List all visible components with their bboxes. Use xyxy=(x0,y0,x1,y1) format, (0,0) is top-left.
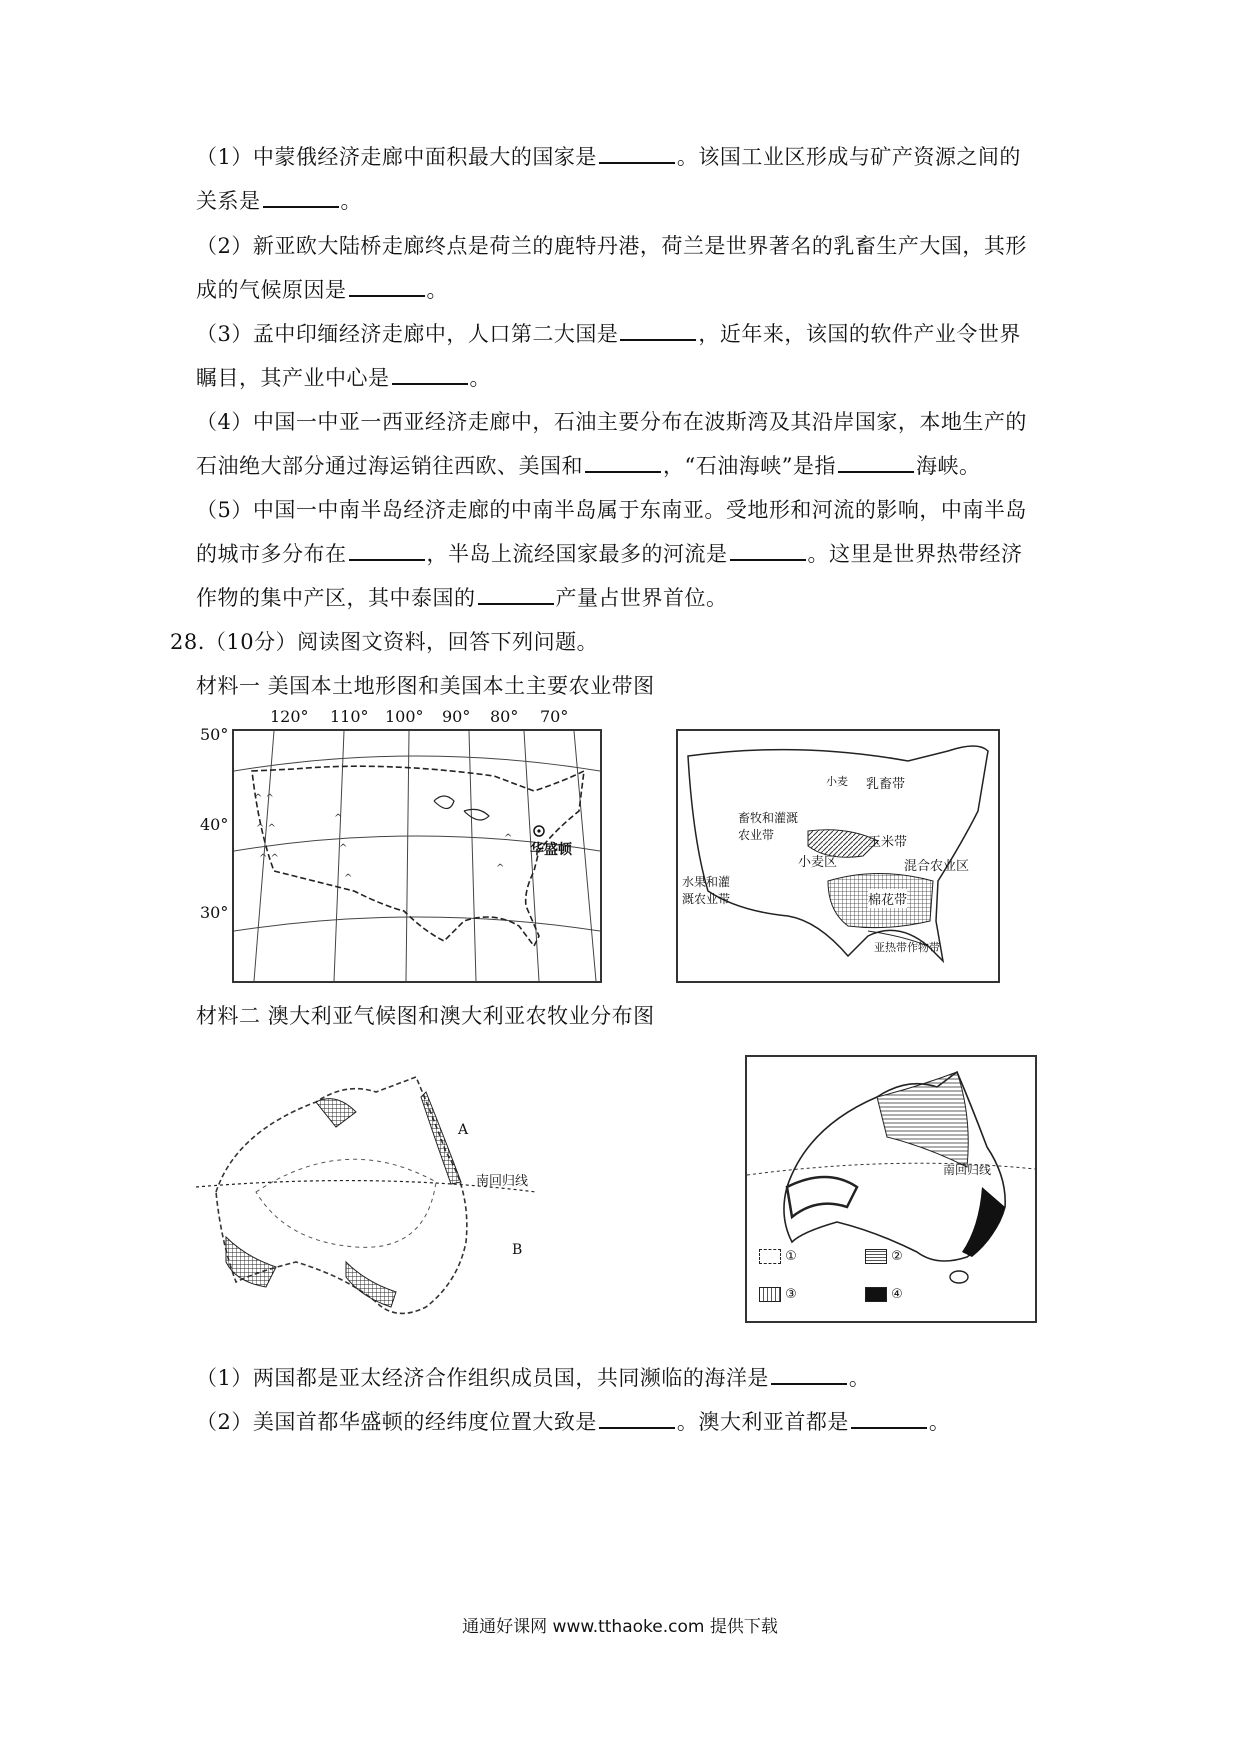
q27-p2-line2 xyxy=(196,275,448,305)
au-climate-map xyxy=(196,1072,566,1342)
q27-p3-line1 xyxy=(196,319,1021,349)
material2-caption: 材料二 澳大利亚气候图和澳大利亚农牧业分布图 xyxy=(196,1004,655,1028)
q27-p1-line2 xyxy=(196,186,362,216)
legend-swatch xyxy=(865,1287,887,1302)
q28-heading: 28.（10分）阅读图文资料，回答下列问题。 xyxy=(170,630,599,654)
page-footer: 通通好课网 www.tthaoke.com 提供下载 xyxy=(462,1617,778,1637)
legend-3 xyxy=(759,1287,797,1302)
q27-p1-text-b: 。该国工业区形成与矿产资源之间的 xyxy=(676,145,1021,169)
lon-label: 70° xyxy=(540,707,569,726)
tropic-label: 南回归线 xyxy=(943,1163,992,1177)
material1-caption: 材料一 美国本土地形图和美国本土主要农业带图 xyxy=(196,674,655,698)
q27-p5-text-b: 的城市多分布在 xyxy=(196,542,347,566)
belt-ranching: 畜牧和灌溉农业带 xyxy=(738,811,799,842)
answer-blank[interactable] xyxy=(478,583,554,605)
q28-q2-text-a: （2）美国首都华盛顿的经纬度位置大致是 xyxy=(196,1410,597,1434)
answer-blank[interactable] xyxy=(730,539,806,561)
legend-2 xyxy=(865,1249,903,1264)
answer-blank[interactable] xyxy=(392,363,468,385)
label-B: B xyxy=(512,1242,523,1258)
us-topo-frame xyxy=(232,729,602,983)
q27-p4-text-c: ，“石油海峡”是指 xyxy=(663,454,836,478)
lat-label: 30° xyxy=(200,903,229,922)
q27-p5-text-a: （5）中国一中南半岛经济走廊的中南半岛属于东南亚。受地形和河流的影响，中南半岛 xyxy=(196,498,1027,522)
svg-text:^ ^: ^ ^ xyxy=(256,823,276,834)
q27-p4-text-d: 海峡。 xyxy=(915,454,981,478)
answer-blank[interactable] xyxy=(838,451,914,473)
belt-dairy: 乳畜带 xyxy=(866,777,906,792)
answer-blank[interactable] xyxy=(349,275,425,297)
q27-p4-line2 xyxy=(196,451,980,481)
label-A: A xyxy=(458,1122,469,1138)
belt-fruit: 水果和灌溉农业带 xyxy=(682,875,731,906)
answer-blank[interactable] xyxy=(263,186,339,208)
svg-text:^ ^: ^ ^ xyxy=(254,793,274,804)
lon-label: 80° xyxy=(490,707,519,726)
legend-1-label: ① xyxy=(785,1249,797,1264)
lon-label: 110° xyxy=(330,707,369,726)
legend-4-label: ④ xyxy=(891,1287,903,1302)
answer-blank[interactable] xyxy=(851,1407,927,1429)
q28-q2 xyxy=(196,1407,950,1437)
answer-blank[interactable] xyxy=(349,539,425,561)
svg-text:^: ^ xyxy=(344,873,353,884)
q28-q2-text-b: 。澳大利亚首都是 xyxy=(676,1410,849,1434)
answer-blank[interactable] xyxy=(585,451,661,473)
belt-mixed: 混合农业区 xyxy=(904,859,970,874)
q27-p5-text-f: 产量占世界首位。 xyxy=(555,586,728,610)
belt-wheat-north: 小麦 xyxy=(826,775,848,788)
lat-label: 40° xyxy=(200,815,229,834)
svg-text:^: ^ xyxy=(504,833,513,844)
belt-cotton: 棉花带 xyxy=(868,889,907,908)
lon-label: 120° xyxy=(270,707,309,726)
us-agri-map xyxy=(676,729,1000,983)
q27-p3-line2 xyxy=(196,363,491,393)
au-agri-map xyxy=(745,1055,1037,1323)
q27-p1-text-a: （1）中蒙俄经济走廊中面积最大的国家是 xyxy=(196,145,597,169)
q27-p3-text-c: 瞩目，其产业中心是 xyxy=(196,366,390,390)
q27-p3-text-d: 。 xyxy=(469,366,491,390)
svg-text:^: ^ xyxy=(339,843,348,854)
q27-p5-text-c: ，半岛上流经国家最多的河流是 xyxy=(426,542,728,566)
q27-p4-text-b: 石油绝大部分通过海运销往西欧、美国和 xyxy=(196,454,583,478)
legend-swatch xyxy=(759,1287,781,1302)
q27-p2-text-c: 。 xyxy=(426,278,448,302)
answer-blank[interactable] xyxy=(771,1363,847,1385)
q27-p5-line2 xyxy=(196,539,1023,569)
answer-blank[interactable] xyxy=(599,1407,675,1429)
q27-p1-line1 xyxy=(196,142,1021,172)
q27-p1-text-d: 。 xyxy=(340,189,362,213)
au-climate-svg xyxy=(196,1072,566,1342)
answer-blank[interactable] xyxy=(599,142,675,164)
legend-4 xyxy=(865,1287,903,1302)
label-tropic: 南回归线 xyxy=(476,1174,529,1189)
q27-p3-text-b: ，近年来，该国的软件产业令世界 xyxy=(698,322,1021,346)
q27-p1-text-c: 关系是 xyxy=(196,189,261,213)
q27-p5-text-e: 作物的集中产区，其中泰国的 xyxy=(196,586,476,610)
q28-q1-text-b: 。 xyxy=(848,1366,871,1390)
q28-q1 xyxy=(196,1363,870,1393)
lat-label: 50° xyxy=(200,725,229,744)
au-agri-svg xyxy=(747,1057,1035,1321)
legend-swatch xyxy=(759,1249,781,1264)
city-washington: 华盛顿 xyxy=(530,842,572,858)
q27-p2-line1 xyxy=(196,231,1027,261)
q27-p5-text-d: 。这里是世界热带经济 xyxy=(807,542,1023,566)
q27-p2-text-a: （2）新亚欧大陆桥走廊终点是荷兰的鹿特丹港，荷兰是世界著名的乳畜生产大国，其形 xyxy=(196,234,1027,258)
q27-p4-line1 xyxy=(196,407,1027,437)
belt-wheat: 小麦区 xyxy=(798,855,838,870)
lon-label: 100° xyxy=(385,707,424,726)
svg-text:^: ^ xyxy=(334,813,343,824)
legend-2-label: ② xyxy=(891,1249,903,1264)
belt-subtropical: 亚热带作物带 xyxy=(874,941,940,954)
q27-p4-text-a: （4）中国一中亚一西亚经济走廊中，石油主要分布在波斯湾及其沿岸国家，本地生产的 xyxy=(196,410,1027,434)
legend-swatch xyxy=(865,1249,887,1264)
lon-label: 90° xyxy=(442,707,471,726)
answer-blank[interactable] xyxy=(620,319,696,341)
us-topo-map xyxy=(190,705,610,985)
q28-q1-text-a: （1）两国都是亚太经济合作组织成员国，共同濒临的海洋是 xyxy=(196,1366,769,1390)
svg-text:^: ^ xyxy=(496,863,505,874)
legend-3-label: ③ xyxy=(785,1287,797,1302)
q27-p2-text-b: 成的气候原因是 xyxy=(196,278,347,302)
svg-text:^ ^: ^ ^ xyxy=(259,853,279,864)
belt-corn: 玉米带 xyxy=(868,835,908,850)
q27-p5-line3 xyxy=(196,583,728,613)
q28-q2-text-c: 。 xyxy=(928,1410,951,1434)
q27-p3-text-a: （3）孟中印缅经济走廊中，人口第二大国是 xyxy=(196,322,619,346)
legend-1 xyxy=(759,1249,797,1264)
q27-p5-line1 xyxy=(196,495,1027,525)
